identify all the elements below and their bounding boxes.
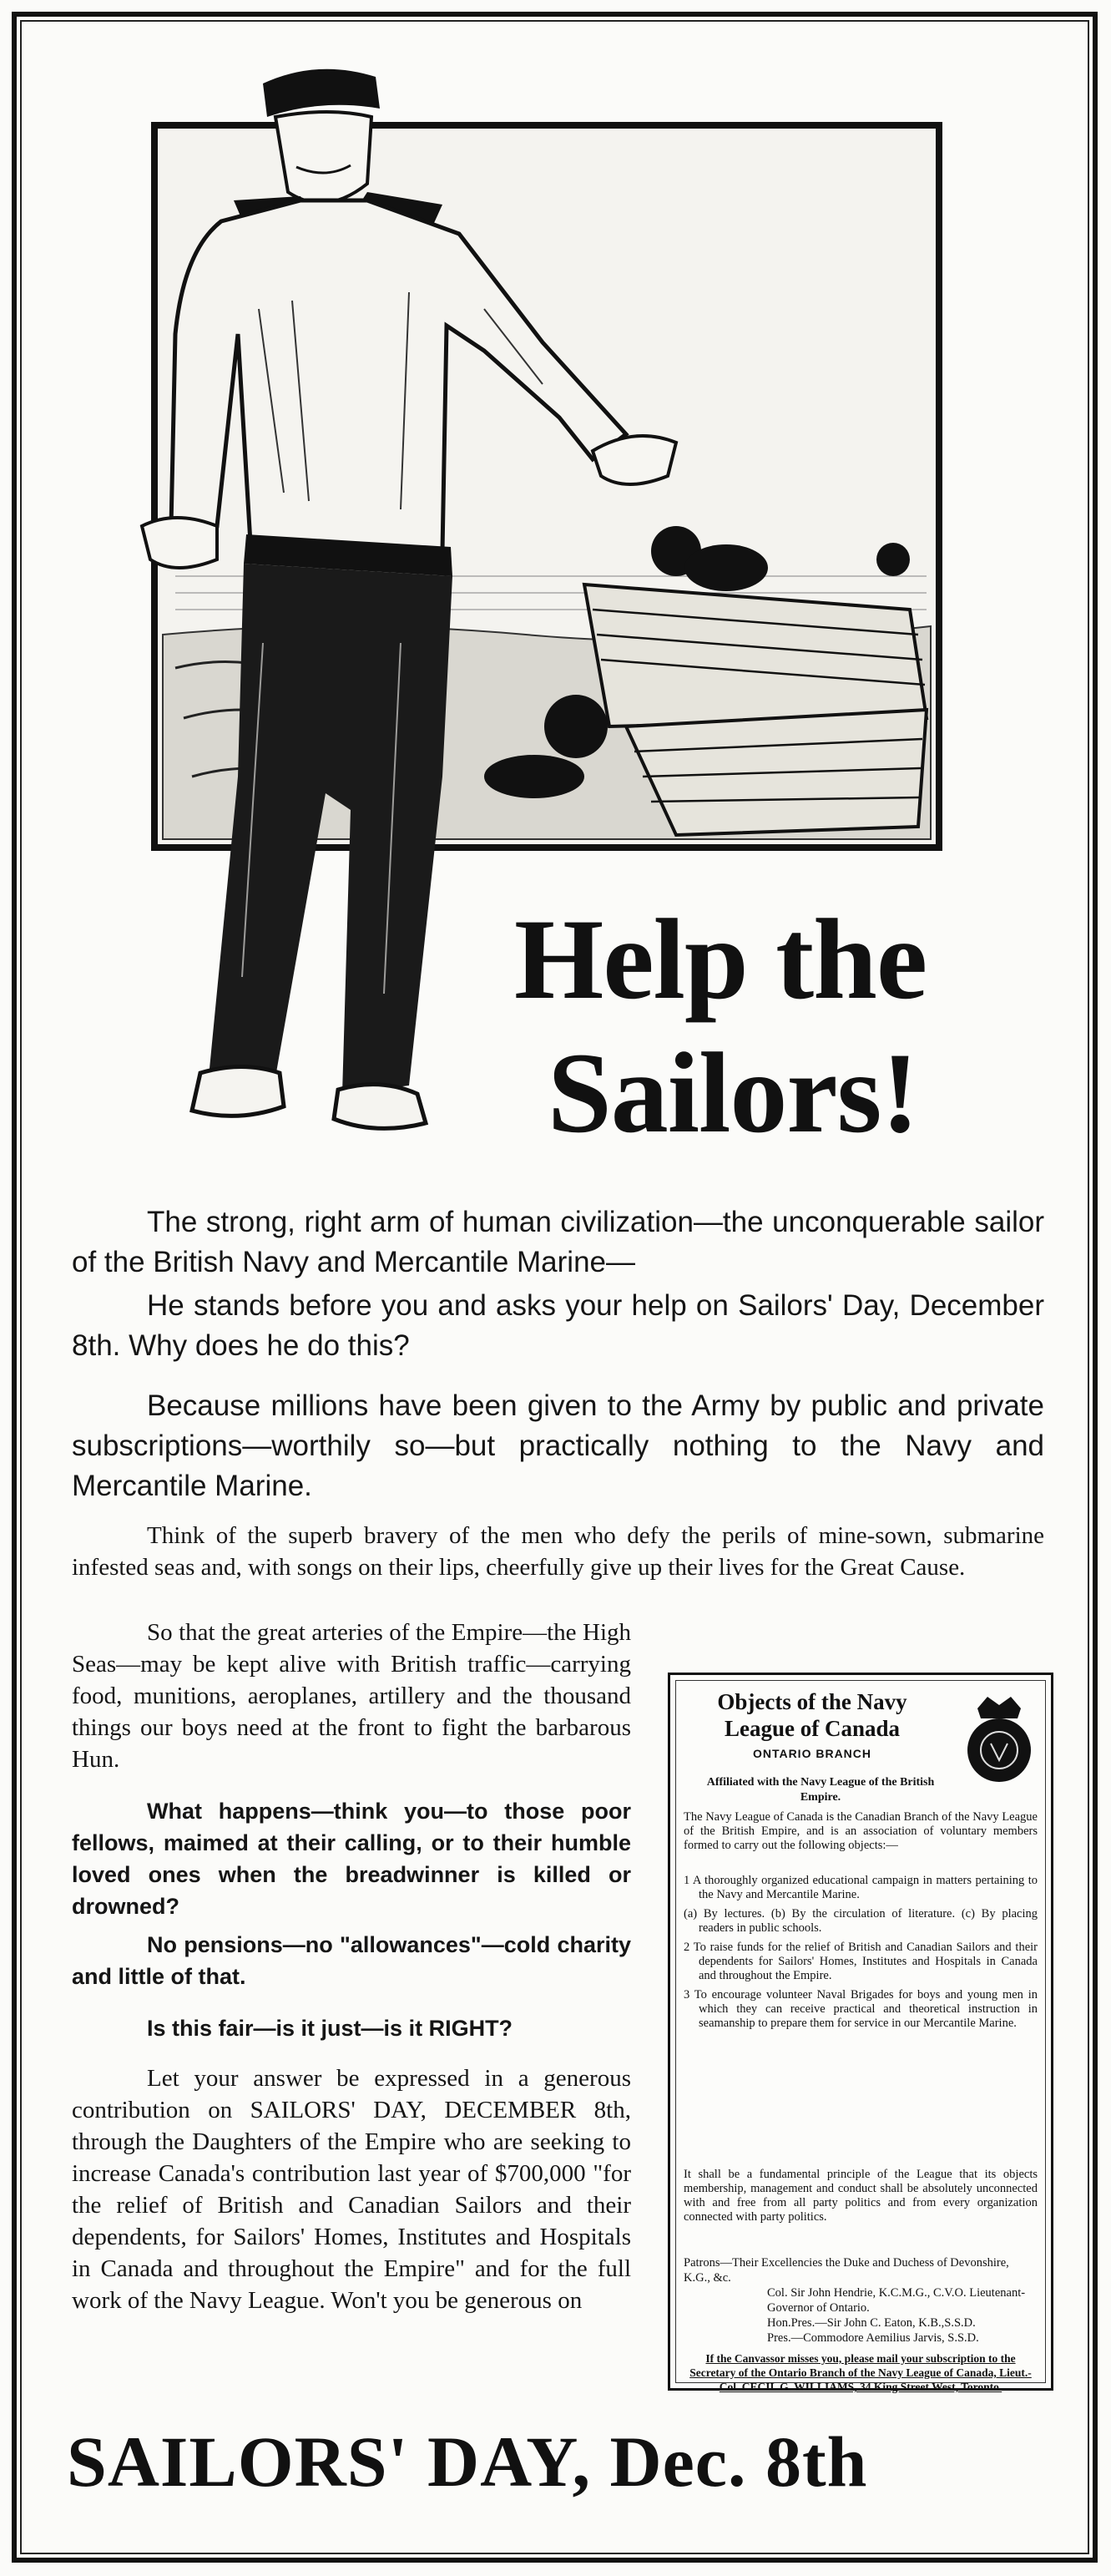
objects-list-item: 2 To raise funds for the relief of British and Canadian Sailors and their dependents for Sailors' Homes, Institutes and Hospitals in Canada and throughout the Empire.	[684, 1941, 1038, 1982]
arteries-text: So that the great arteries of the Empire—the High Seas—may be kept alive with British traffic—carrying food, munitions, aeroplanes, artillery and the thousand things our boys need at the front to fight the barbarous Hun.	[72, 1619, 631, 1773]
objects-box-branch: ONTARIO BRANCH	[752, 1747, 872, 1760]
headline-line-1: Help the	[514, 895, 927, 1023]
patron-line: Col. Sir John Hendrie, K.C.M.G., C.V.O. Lieutenant-Governor of Ontario.	[767, 2286, 1026, 2315]
intro-paragraph-3: Because millions have been given to the Army by public and private subscriptions—worthily so—but practically nothing to the Navy and Mercantile Marine.	[72, 1389, 1044, 1502]
objects-list-item: 3 To encourage volunteer Naval Brigades for boys and young men in which they can receive practical and theoretical instruction in seamanship to prepare them for service in our Mercantile Marine.	[684, 1988, 1038, 2030]
intro-paragraph-2: He stands before you and asks your help on Sailors' Day, December 8th. Why does he do this?	[72, 1289, 1044, 1362]
question-paragraph-1: What happens—think you—to those poor fellows, maimed at their calling, or to their humble loved ones when the breadwinner is killed or drowned?	[72, 1799, 631, 1919]
footer-banner: SAILORS' DAY, Dec. 8th	[67, 2422, 868, 2502]
appeal-paragraph: Let your answer be expressed in a generous contribution on SAILORS' DAY, DECEMBER 8th, through the Daughters of the Empire who are seeking to increase Canada's contribution last year of $700,000 "for the relief of British and Canadian Sailors and their dependents, for Sailors' Homes, Institutes and Hospitals in Canada and throughout the Empire" and for the full work of the Navy League. Won't you be generous on	[72, 2065, 631, 2314]
question-paragraph-3: Is this fair—is it just—is it RIGHT?	[147, 2016, 513, 2041]
arteries-paragraph-head	[72, 1617, 631, 1775]
headline-line-2: Sailors!	[548, 1029, 919, 1156]
patrons-label: Patrons—	[684, 2256, 732, 2270]
canvassor-note: If the Canvassor misses you, please mail your subscription to the Secretary of the Ontario Branch of the Navy League of Canada, Lieut.-Col. CECIL G. WILLIAMS, 34 King Street West, Toronto.	[689, 2352, 1032, 2393]
bravery-paragraph: Think of the superb bravery of the men who defy the perils of mine-sown, submarine infested seas and, with songs on their lips, cheerfully give up their lives for the Great Cause.	[72, 1522, 1044, 1581]
objects-box-principle: It shall be a fundamental principle of the League that its objects membership, management and conduct shall be absolutely unconnected with and free from all party politics and from every organization connected with party politics.	[684, 2168, 1038, 2224]
objects-list	[684, 1874, 1038, 2036]
patron-line: Their Excellencies the Duke and Duchess of Devonshire, K.G., &c.	[684, 2256, 1009, 2285]
objects-box-intro: The Navy League of Canada is the Canadian Branch of the Navy League of the British Empire, and is an association of voluntary members formed to carry out the following objects:—	[684, 1810, 1038, 1852]
objects-list-item: (a) By lectures. (b) By the circulation of literature. (c) By placing readers in public schools.	[684, 1907, 1038, 1935]
objects-box-title: Objects of the Navy League of Canada	[717, 1689, 907, 1741]
question-paragraph-2: No pensions—no "allowances"—cold charity and little of that.	[72, 1932, 631, 1989]
objects-box-affiliation: Affiliated with the Navy League of the British Empire.	[706, 1776, 935, 1804]
intro-paragraph-1: The strong, right arm of human civilization—the unconquerable sailor of the British Navy and Mercantile Marine—	[72, 1206, 1044, 1278]
patrons-block	[684, 2255, 1038, 2346]
patron-line: Pres.—Commodore Aemilius Jarvis, S.S.D.	[767, 2331, 979, 2345]
navy-league-emblem-icon	[959, 1693, 1039, 1784]
patron-line: Hon.Pres.—Sir John C. Eaton, K.B.,S.S.D.	[767, 2316, 976, 2330]
objects-box	[668, 1673, 1053, 2391]
objects-list-item: 1 A thoroughly organized educational campaign in matters pertaining to the Navy and Mercantile Marine.	[684, 1874, 1038, 1901]
